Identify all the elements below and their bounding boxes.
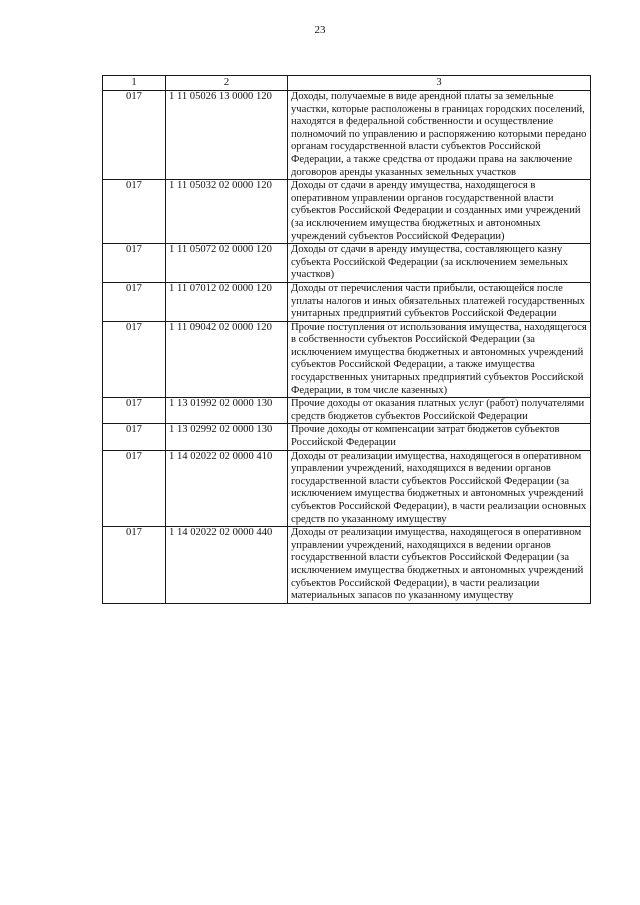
- admin-code-cell: 017: [103, 424, 166, 450]
- table-row: [103, 321, 591, 398]
- admin-code-cell: 017: [103, 398, 166, 424]
- revenue-description-cell: Доходы от реализации имущества, находящегося в оперативном управлении учреждений, находящихся в ведении органов государственной власти субъектов Российской Федерации (за исключением имущества бюджетных и автономных учреждений субъектов Российской Федерации), в части реализации основных средств по указанному имуществу: [288, 450, 591, 527]
- budget-code-cell: 1 13 02992 02 0000 130: [166, 424, 288, 450]
- revenue-description-cell: Доходы, получаемые в виде арендной платы за земельные участки, которые расположены в границах городских поселений, находятся в федеральной собственности и осуществление полномочий по управлению и распоряжению которыми передано органам государственной власти субъектов Российской Федерации, а также средства от продажи права на заключение договоров аренды указанных земельных участков: [288, 91, 591, 180]
- revenue-description-cell: Прочие доходы от компенсации затрат бюджетов субъектов Российской Федерации: [288, 424, 591, 450]
- admin-code-cell: 017: [103, 91, 166, 180]
- table-row: [103, 91, 591, 180]
- revenue-description-cell: Доходы от перечисления части прибыли, остающейся после уплаты налогов и иных обязательных платежей государственных унитарных предприятий субъектов Российской Федерации: [288, 282, 591, 321]
- table-row: [103, 398, 591, 424]
- budget-code-cell: 1 14 02022 02 0000 410: [166, 450, 288, 527]
- column-header-1: 1: [103, 76, 166, 91]
- revenue-codes-table: [102, 75, 591, 604]
- budget-code-cell: 1 11 05072 02 0000 120: [166, 244, 288, 283]
- admin-code-cell: 017: [103, 180, 166, 244]
- page-number: 23: [314, 24, 326, 36]
- table-row: [103, 180, 591, 244]
- revenue-description-cell: Прочие доходы от оказания платных услуг (работ) получателями средств бюджетов субъектов Российской Федерации: [288, 398, 591, 424]
- table-row: [103, 282, 591, 321]
- budget-code-cell: 1 11 05026 13 0000 120: [166, 91, 288, 180]
- budget-code-cell: 1 11 09042 02 0000 120: [166, 321, 288, 398]
- column-header-3: 3: [288, 76, 591, 91]
- table-row: [103, 244, 591, 283]
- budget-code-cell: 1 13 01992 02 0000 130: [166, 398, 288, 424]
- table-row: [103, 527, 591, 604]
- revenue-description-cell: Доходы от реализации имущества, находящегося в оперативном управлении учреждений, находящихся в ведении органов государственной власти субъектов Российской Федерации (за исключением имущества бюджетных и автономных учреждений субъектов Российской Федерации), в части реализации материальных запасов по указанному имуществу: [288, 527, 591, 604]
- table-row: [103, 450, 591, 527]
- budget-code-cell: 1 11 07012 02 0000 120: [166, 282, 288, 321]
- table-header-row: [103, 76, 591, 91]
- admin-code-cell: 017: [103, 527, 166, 604]
- admin-code-cell: 017: [103, 450, 166, 527]
- budget-code-cell: 1 14 02022 02 0000 440: [166, 527, 288, 604]
- revenue-description-cell: Доходы от сдачи в аренду имущества, составляющего казну субъекта Российской Федерации (за исключением земельных участков): [288, 244, 591, 283]
- budget-code-cell: 1 11 05032 02 0000 120: [166, 180, 288, 244]
- revenue-description-cell: Доходы от сдачи в аренду имущества, находящегося в оперативном управлении органов государственной власти субъектов Российской Федерации и созданных ими учреждений (за исключением имущества бюджетных и автономных учреждений субъектов Российской Федерации): [288, 180, 591, 244]
- admin-code-cell: 017: [103, 244, 166, 283]
- column-header-2: 2: [166, 76, 288, 91]
- admin-code-cell: 017: [103, 321, 166, 398]
- admin-code-cell: 017: [103, 282, 166, 321]
- revenue-description-cell: Прочие поступления от использования имущества, находящегося в собственности субъектов Российской Федерации (за исключением имущества бюджетных и автономных учреждений субъектов Российской Федерации, а также имущества государственных унитарных предприятий субъектов Российской Федерации, в том числе казенных): [288, 321, 591, 398]
- table-row: [103, 424, 591, 450]
